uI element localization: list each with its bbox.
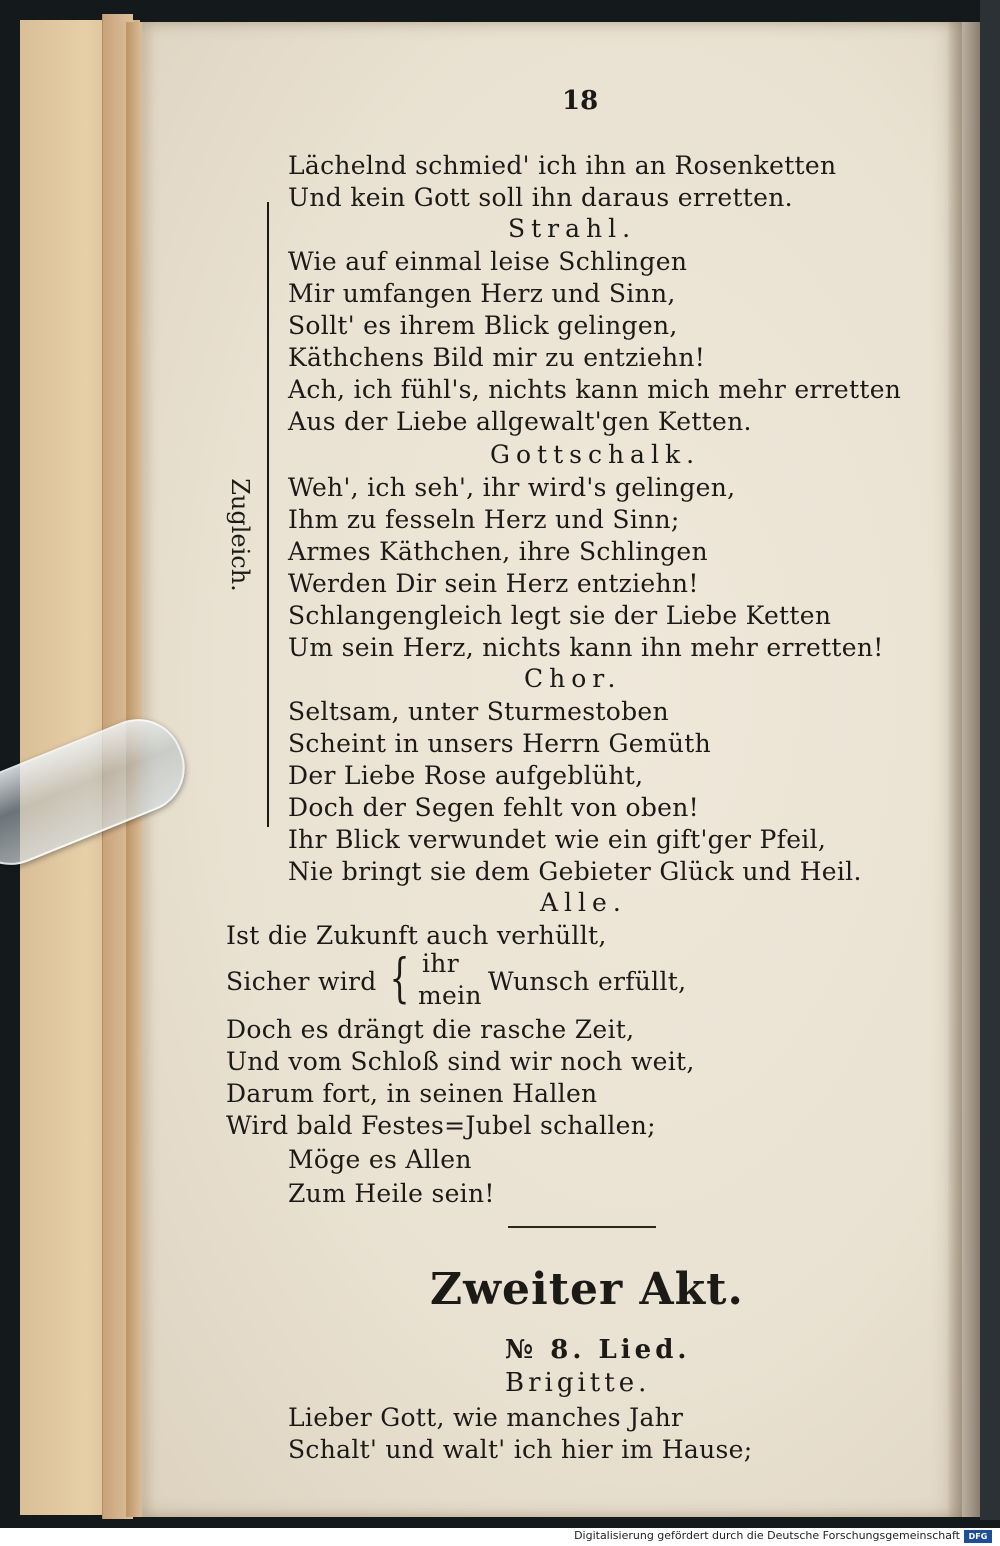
zugleich-label [220,475,260,595]
character-name: Brigitte. [505,1368,651,1398]
verse-line: Darum fort, in seinen Hallen [226,1079,598,1108]
speaker-chor: Chor. [524,664,622,693]
verse-line: Möge es Allen [288,1145,472,1174]
number-heading: № 8. Lied. [505,1335,691,1365]
verse-line: Sollt' es ihrem Blick gelingen, [288,311,678,340]
verse-line: Armes Käthchen, ihre Schlingen [288,537,708,566]
zugleich-label-text: Zugleich. [226,478,255,592]
verse-line: Doch der Segen fehlt von oben! [288,793,699,822]
verse-line: Seltsam, unter Sturmestoben [288,697,669,726]
background-edge [980,0,1000,1520]
verse-line: Aus der Liebe allgewalt'gen Ketten. [288,407,752,436]
verse-line-suffix: Wunsch erfüllt, [488,967,687,996]
verse-line: Ist die Zukunft auch verhüllt, [226,921,607,950]
speaker-strahl: Strahl. [508,214,637,243]
footer-credit: Digitalisierung gefördert durch die Deutsche Forschungsgemeinschaft [574,1529,960,1542]
curly-brace: { [389,949,410,1009]
verse-line: Lächelnd schmied' ich ihn an Rosenketten [288,151,837,180]
verse-line: Weh', ich seh', ihr wird's gelingen, [288,473,736,502]
verse-line: Käthchens Bild mir zu entziehn! [288,343,706,372]
act-heading: Zweiter Akt. [430,1264,744,1315]
verse-line: Nie bringt sie dem Gebieter Glück und Heil. [288,857,862,886]
speaker-gottschalk: Gottschalk. [490,440,701,469]
verse-line: Schlangengleich legt sie der Liebe Ketten [288,601,832,630]
verse-line: Ach, ich fühl's, nichts kann mich mehr erretten [288,375,902,404]
verse-line: Ihr Blick verwundet wie ein gift'ger Pfeil, [288,825,827,854]
verse-line: Lieber Gott, wie manches Jahr [288,1403,684,1432]
verse-line: Um sein Herz, nichts kann ihn mehr erretten! [288,633,884,662]
verse-line: Schalt' und walt' ich hier im Hause; [288,1435,753,1464]
section-divider [508,1226,656,1228]
verse-line: Der Liebe Rose aufgeblüht, [288,761,644,790]
zugleich-bracket [267,202,269,827]
verse-line: Werden Dir sein Herz entziehn! [288,569,699,598]
verse-line: Scheint in unsers Herrn Gemüth [288,729,711,758]
verse-line: Wird bald Festes=Jubel schallen; [226,1111,656,1140]
verse-line: Zum Heile sein! [288,1179,495,1208]
speaker-alle: Alle. [540,888,627,917]
variant-ihr: ihr [422,949,459,978]
gutter-shadow [948,22,980,1517]
verse-line-prefix: Sicher wird [226,967,377,996]
verse-line: Wie auf einmal leise Schlingen [288,247,688,276]
variant-mein: mein [418,981,482,1010]
verse-line: Mir umfangen Herz und Sinn, [288,279,676,308]
page-number: 18 [562,86,599,116]
verse-line: Ihm zu fesseln Herz und Sinn; [288,505,680,534]
dfg-logo: DFG [964,1530,992,1543]
verse-line: Und kein Gott soll ihn daraus erretten. [288,183,793,212]
verse-line: Doch es drängt die rasche Zeit, [226,1015,635,1044]
verse-line: Und vom Schloß sind wir noch weit, [226,1047,695,1076]
